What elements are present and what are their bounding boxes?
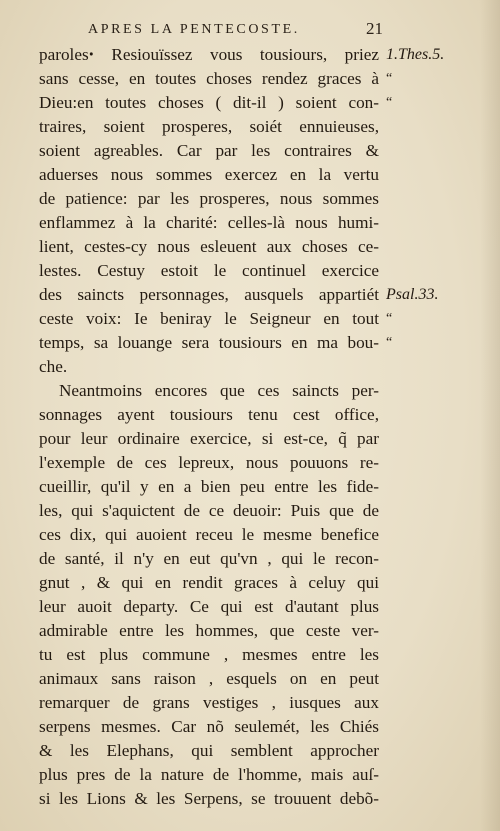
text-line: Dieu:en toutes choses ( dit-il ) soient con- xyxy=(39,93,379,112)
text-line: enflammez à la charité: celles-là nous humi- xyxy=(39,213,379,232)
margin-quote-mark: “ xyxy=(386,311,393,326)
page-number: 21 xyxy=(366,19,383,38)
margin-reference-psalm: Psal.33. xyxy=(386,286,439,303)
text-line: les, qui s'aquictent de ce deuoir: Puis que de xyxy=(39,501,379,520)
text-line: serpens mesmes. Car nõ seulemét, les Chiés xyxy=(39,717,379,736)
text-line: des saincts personnages, ausquels appartiét xyxy=(39,285,379,304)
text-line: animaux sans raison , esquels on en peut xyxy=(39,669,379,688)
text-line: pour leur ordinaire exercice, si est-ce, q̃ par xyxy=(39,429,379,448)
text-line: soient agreables. Car par les contraires & xyxy=(39,141,379,160)
text-line: de santé, il n'y en eut qu'vn , qui le recon- xyxy=(39,549,379,568)
margin-quote-mark: “ xyxy=(386,335,393,350)
text-line: l'exemple de ces lepreux, nous pouuons re- xyxy=(39,453,379,472)
margin-reference-thessalonians: 1.Thes.5. xyxy=(386,46,445,63)
text-line: & les Elephans, qui semblent approcher xyxy=(39,741,379,760)
text-line: gnut , & qui en rendit graces à celuy qui xyxy=(39,573,379,592)
text-line: tu est plus commune , mesmes entre les xyxy=(39,645,379,664)
text-line: ces dix, qui auoient receu le mesme benefice xyxy=(39,525,379,544)
text-line: parolesꞏ Resiouïssez vous tousiours, priez xyxy=(39,45,379,64)
text-line: remarquer de grans vestiges , iusques aux xyxy=(39,693,379,712)
text-line: leur auoit departy. Ce qui est d'autant plus xyxy=(39,597,379,616)
text-line: sans cesse, en toutes choses rendez graces à xyxy=(39,69,379,88)
text-line: plus pres de la nature de l'homme, mais auſ- xyxy=(39,765,379,784)
text-line: che. xyxy=(39,357,68,376)
margin-quote-mark: “ xyxy=(386,95,393,110)
text-line: de patience: par les prosperes, nous sommes xyxy=(39,189,379,208)
text-line: admirable entre les hommes, que ceste ver- xyxy=(39,621,379,640)
page-edge-shadow xyxy=(480,0,500,831)
text-line: aduerses nous sommes exercez en la vertu xyxy=(39,165,379,184)
text-line: sonnages ayent tousiours tenu cest office, xyxy=(39,405,379,424)
text-line: lestes. Cestuy estoit le continuel exercice xyxy=(39,261,379,280)
text-line: temps, sa louange sera tousiours en ma bou- xyxy=(39,333,379,352)
text-line: traires, soient prosperes, soiét ennuieuses, xyxy=(39,117,379,136)
text-line: ceste voix: Ie beniray le Seigneur en tout xyxy=(39,309,379,328)
running-title: APRES LA PENTECOSTE. xyxy=(88,22,300,37)
text-line: lient, cestes-cy nous esleuent aux choses ce- xyxy=(39,237,379,256)
text-line: cueillir, qu'il y en a bien peu entre les fide- xyxy=(39,477,379,496)
text-line: Neantmoins encores que ces saincts per- xyxy=(59,381,379,400)
margin-quote-mark: “ xyxy=(386,71,393,86)
text-line: si les Lions & les Serpens, se trouuent debõ- xyxy=(39,789,379,808)
